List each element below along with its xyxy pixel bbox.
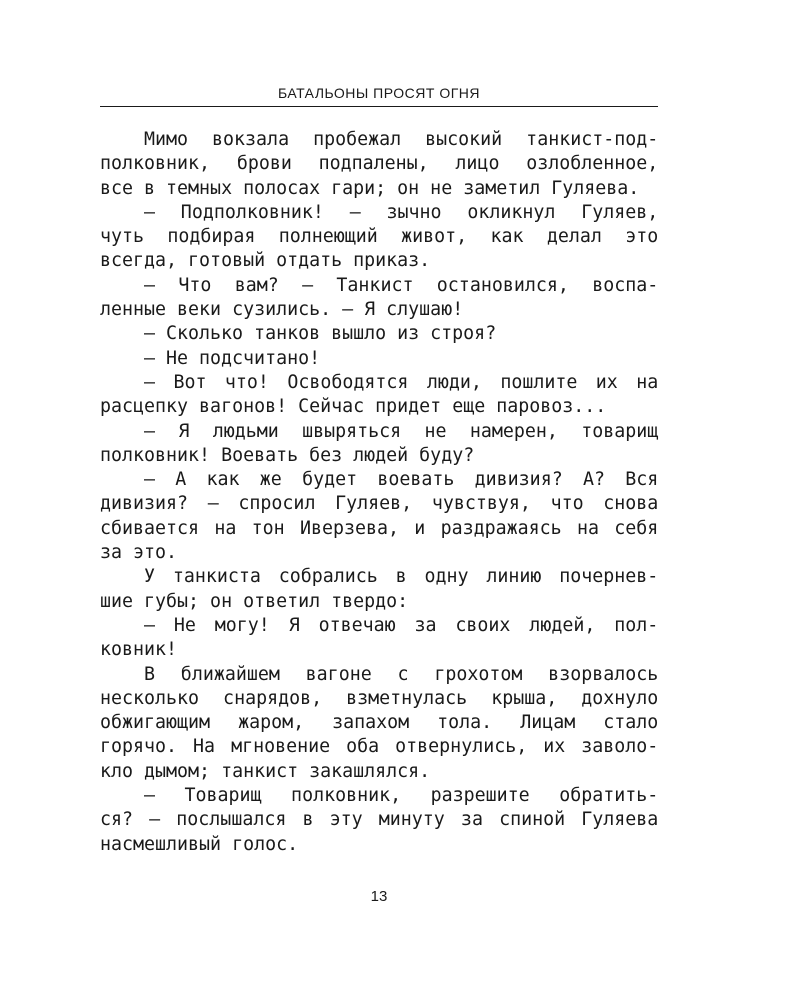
text-line: обжигающим жаром, запахом тола. Лицам стало (100, 712, 659, 734)
text-line: — Товарищ полковник, разрешите обратить- (144, 785, 659, 807)
text-line: У танкиста собрались в одну линию почернев- (144, 566, 659, 588)
text-line: — Не подсчитано! (144, 347, 321, 369)
text-line: все в темных полосах гари; он не заметил Гуляева. (100, 177, 640, 199)
text-line: — Подполковник! — зычно окликнул Гуляев, (144, 201, 659, 223)
text-line: сбивается на тон Иверзева, и раздражаясь на себя (100, 517, 659, 539)
text-line: кло дымом; танкист закашлялся. (100, 760, 431, 782)
body-text (100, 128, 658, 857)
text-line: Мимо вокзала пробежал высокий танкист-под- (144, 129, 659, 150)
text-line: несколько снарядов, взметнулась крыша, дохнуло (100, 687, 659, 709)
text-line: — А как же будет воевать дивизия? А? Вся (144, 469, 659, 491)
text-line: горячо. На мгновение оба отвернулись, их заволо- (100, 736, 659, 758)
page-number: 13 (370, 888, 388, 905)
text-line: насмешливый голос. (100, 833, 299, 855)
text-line: чуть подбирая полнеющий живот, как делал это (100, 226, 659, 248)
text-line: расцепку вагонов! Сейчас придет еще паровоз... (100, 396, 607, 418)
text-line: за это. (100, 542, 178, 564)
running-title: БАТАЛЬОНЫ ПРОСЯТ ОГНЯ (277, 85, 481, 101)
text-line: шие губы; он ответил твердо: (100, 590, 409, 612)
text-line: всегда, готовый отдать приказ. (100, 250, 431, 272)
text-line: дивизия? — спросил Гуляев, чувствуя, что снова (100, 493, 659, 515)
text-line: ленные веки сузились. — Я слушаю! (100, 299, 464, 321)
text-line: полковник! Воевать без людей буду? (100, 444, 475, 466)
text-line: полковник, брови подпалены, лицо озлобленное, (100, 153, 659, 175)
text-line: — Сколько танков вышло из строя? (144, 323, 497, 345)
text-line: — Я людьми швыряться не намерен, товарищ (144, 420, 659, 442)
text-line: ся? — послышался в эту минуту за спиной Гуляева (100, 809, 659, 831)
text-line: — Не могу! Я отвечаю за своих людей, пол- (144, 614, 659, 636)
header-rule (100, 106, 658, 107)
text-line: — Вот что! Освободятся люди, пошлите их на (144, 371, 659, 393)
text-line: — Что вам? — Танкист остановился, воспа- (144, 274, 659, 296)
text-line: В ближайшем вагоне с грохотом взорвалось (144, 663, 659, 685)
text-line: ковник! (100, 639, 178, 661)
